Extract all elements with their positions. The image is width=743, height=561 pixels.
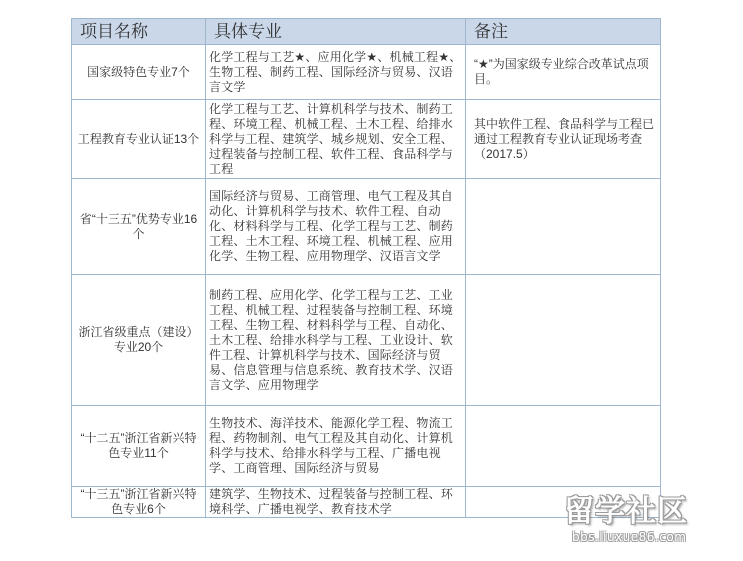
note-cell bbox=[466, 406, 661, 487]
majors-cell: 化学工程与工艺★、应用化学★、机械工程★、生物工程、制药工程、国际经济与贸易、汉语言文学 bbox=[206, 45, 466, 100]
note-cell: “★”为国家级专业综合改革试点项目。 bbox=[466, 45, 661, 100]
project-name-cell: 国家级特色专业7个 bbox=[72, 45, 206, 100]
project-name-cell: “十三五”浙江省新兴特色专业6个 bbox=[72, 487, 206, 518]
note-cell bbox=[466, 179, 661, 275]
table-header-row bbox=[72, 19, 661, 45]
project-name-cell: 浙江省级重点（建设）专业20个 bbox=[72, 275, 206, 406]
watermark-url: bbs.liuxue86.com bbox=[572, 530, 687, 544]
majors-cell: 生物技术、海洋技术、能源化学工程、物流工程、药物制剂、电气工程及其自动化、计算机科学与技术、给排水科学与工程、广播电视学、工商管理、国际经济与贸易 bbox=[206, 406, 466, 487]
site-watermark bbox=[560, 494, 740, 554]
table-row bbox=[72, 406, 661, 487]
header-specific-majors: 具体专业 bbox=[206, 19, 466, 45]
table-row bbox=[72, 179, 661, 275]
note-cell: 其中软件工程、食品科学与工程已通过工程教育专业认证现场考查（2017.5） bbox=[466, 100, 661, 179]
header-notes: 备注 bbox=[466, 19, 661, 45]
table-row bbox=[72, 45, 661, 100]
majors-cell: 化学工程与工艺、计算机科学与技术、制药工程、环境工程、机械工程、土木工程、给排水科学与工程、建筑学、城乡规划、安全工程、过程装备与控制工程、软件工程、食品科学与工程 bbox=[206, 100, 466, 179]
table-row bbox=[72, 100, 661, 179]
table-row bbox=[72, 275, 661, 406]
header-project-name: 项目名称 bbox=[72, 19, 206, 45]
project-name-cell: “十二五”浙江省新兴特色专业11个 bbox=[72, 406, 206, 487]
project-name-cell: 省“十三五”优势专业16个 bbox=[72, 179, 206, 275]
watermark-logo-text: 留学社区 bbox=[564, 494, 688, 529]
project-name-cell: 工程教育专业认证13个 bbox=[72, 100, 206, 179]
majors-table bbox=[71, 18, 661, 518]
majors-cell: 建筑学、生物技术、过程装备与控制工程、环境科学、广播电视学、教育技术学 bbox=[206, 487, 466, 518]
majors-cell: 国际经济与贸易、工商管理、电气工程及其自动化、计算机科学与技术、软件工程、自动化、材料科学与工程、化学工程与工艺、制药工程、土木工程、环境工程、机械工程、应用化学、生物工程、应用物理学、汉语言文学 bbox=[206, 179, 466, 275]
majors-cell: 制药工程、应用化学、化学工程与工艺、工业工程、机械工程、过程装备与控制工程、环境工程、生物工程、材料科学与工程、自动化、土木工程、给排水科学与工程、工业设计、软件工程、计算机科学与技术、国际经济与贸易、信息管理与信息系统、教育技术学、汉语言文学、应用物理学 bbox=[206, 275, 466, 406]
note-cell bbox=[466, 275, 661, 406]
